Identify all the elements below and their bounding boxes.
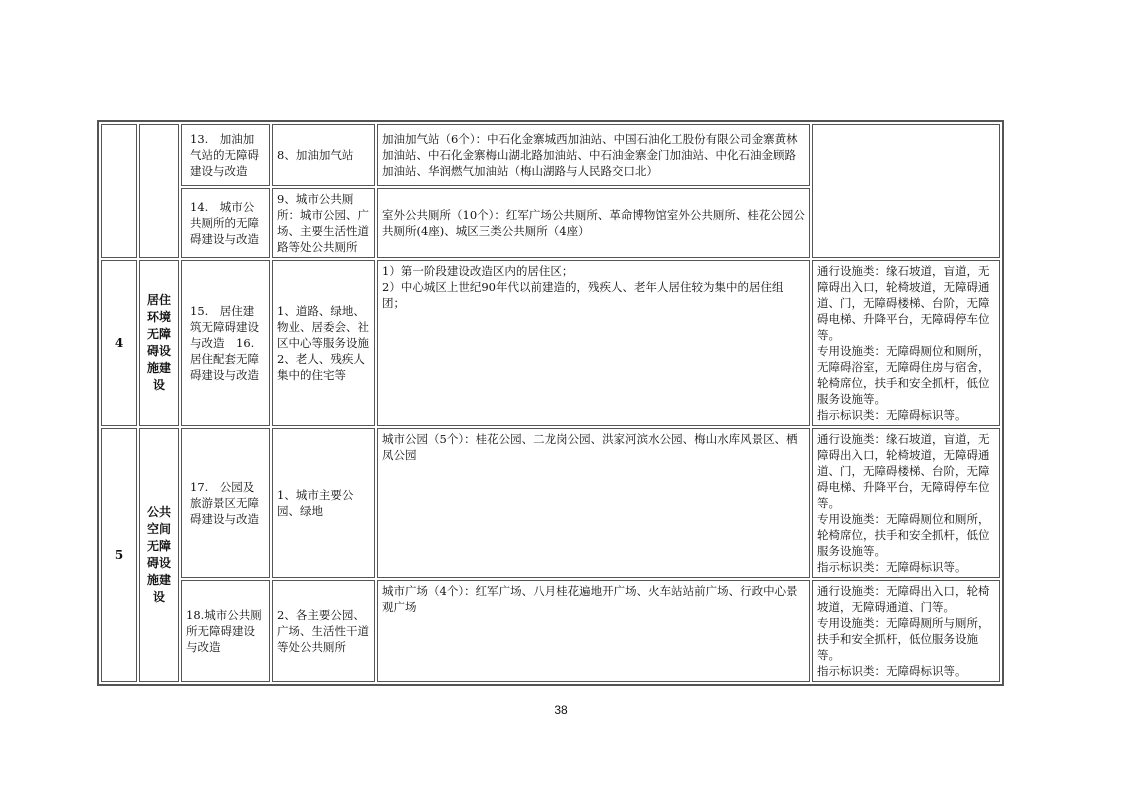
project-cell: 13. 加油加气站的无障碍建设与改造: [181, 124, 270, 186]
standards-cell: [812, 124, 1000, 258]
table-row: [101, 124, 1000, 186]
sites-cell: [377, 428, 810, 578]
table-row: [101, 580, 1000, 682]
plan-table: [97, 120, 1004, 686]
table-row: [101, 428, 1000, 578]
sites-cell: [377, 188, 810, 258]
site-line: 城市公园（5个）：桂花公园、二龙岗公园、洪家河滨水公园、梅山水库风景区、栖凤公园: [382, 432, 798, 462]
standard-line: 指示标识类：无障碍标识等。: [817, 560, 967, 574]
sites-cell: [377, 580, 810, 682]
sites-cell: [377, 124, 810, 186]
standards-cell: [812, 428, 1000, 578]
standards-cell: [812, 580, 1000, 682]
scope-cell: 1、城市主要公园、绿地: [272, 428, 375, 578]
project-cell: 14. 城市公共厕所的无障碍建设与改造: [181, 188, 270, 258]
project-cell: 15. 居住建筑无障碍建设与改造 16. 居住配套无障碍建设与改造: [181, 260, 270, 426]
standards-cell: [812, 260, 1000, 426]
table-row: [101, 260, 1000, 426]
project-cell: 17. 公园及旅游景区无障碍建设与改造: [181, 428, 270, 578]
standard-line: 通行设施类：无障碍出入口，轮椅坡道，无障碍通道、门等。: [817, 584, 990, 614]
standard-line: 通行设施类：缘石坡道，盲道，无障碍出入口，轮椅坡道，无障碍通道、门，无障碍楼梯、台阶，无障碍电梯、升降平台，无障碍停车位等。: [817, 264, 990, 342]
category-cell: [139, 124, 179, 258]
site-line: 1）第一阶段建设改造区内的居住区；: [382, 264, 574, 278]
page-number: 38: [554, 703, 568, 717]
scope-cell: 2、各主要公园、广场、生活性干道等处公共厕所: [272, 580, 375, 682]
standard-line: 专用设施类：无障碍厕位和厕所，无障碍浴室，无障碍住房与宿舍，轮椅席位，扶手和安全抓杆，低位服务设施等。: [817, 344, 990, 406]
sites-cell: [377, 260, 810, 426]
standard-line: 通行设施类：缘石坡道，盲道，无障碍出入口，轮椅坡道，无障碍通道、门，无障碍楼梯、台阶，无障碍电梯、升降平台，无障碍停车位等。: [817, 432, 990, 510]
row-number: [101, 124, 137, 258]
site-line: 2）中心城区上世纪90年代以前建造的，残疾人、老年人居住较为集中的居住组团；: [382, 280, 784, 310]
project-cell: 18.城市公共厕所无障碍建设与改造: [181, 580, 270, 682]
row-number: 5: [101, 428, 137, 682]
scope-cell: 1、道路、绿地、物业、居委会、社区中心等服务设施 2、老人、残疾人集中的住宅等: [272, 260, 375, 426]
scope-cell: 8、加油加气站: [272, 124, 375, 186]
category-cell: 居住环境无障碍设施建设: [139, 260, 179, 426]
row-number: 4: [101, 260, 137, 426]
site-line: 加油加气站（6个）：中石化金寨城西加油站、中国石油化工股份有限公司金寨黄林加油站、中石化金寨梅山湖北路加油站、中石油金寨金门加油站、中化石油金顾路加油站、华润燃气加油站（梅山湖路与人民路交口北）: [382, 132, 798, 178]
standard-line: 专用设施类：无障碍厕位和厕所，轮椅席位，扶手和安全抓杆，低位服务设施等。: [817, 512, 990, 558]
scope-cell: 9、城市公共厕所：城市公园、广场、主要生活性道路等处公共厕所: [272, 188, 375, 258]
standard-line: 指示标识类：无障碍标识等。: [817, 664, 967, 678]
standard-line: 指示标识类：无障碍标识等。: [817, 408, 967, 422]
site-line: 城市广场（4个）：红军广场、八月桂花遍地开广场、火车站站前广场、行政中心景观广场: [382, 584, 798, 614]
site-line: 室外公共厕所（10个）：红军广场公共厕所、革命博物馆室外公共厕所、桂花公园公共厕所(4座)、城区三类公共厕所（4座）: [382, 208, 805, 238]
category-cell: 公共空间无障碍设施建设: [139, 428, 179, 682]
standard-line: 专用设施类：无障碍厕所与厕所，扶手和安全抓杆，低位服务设施等。: [817, 616, 990, 662]
